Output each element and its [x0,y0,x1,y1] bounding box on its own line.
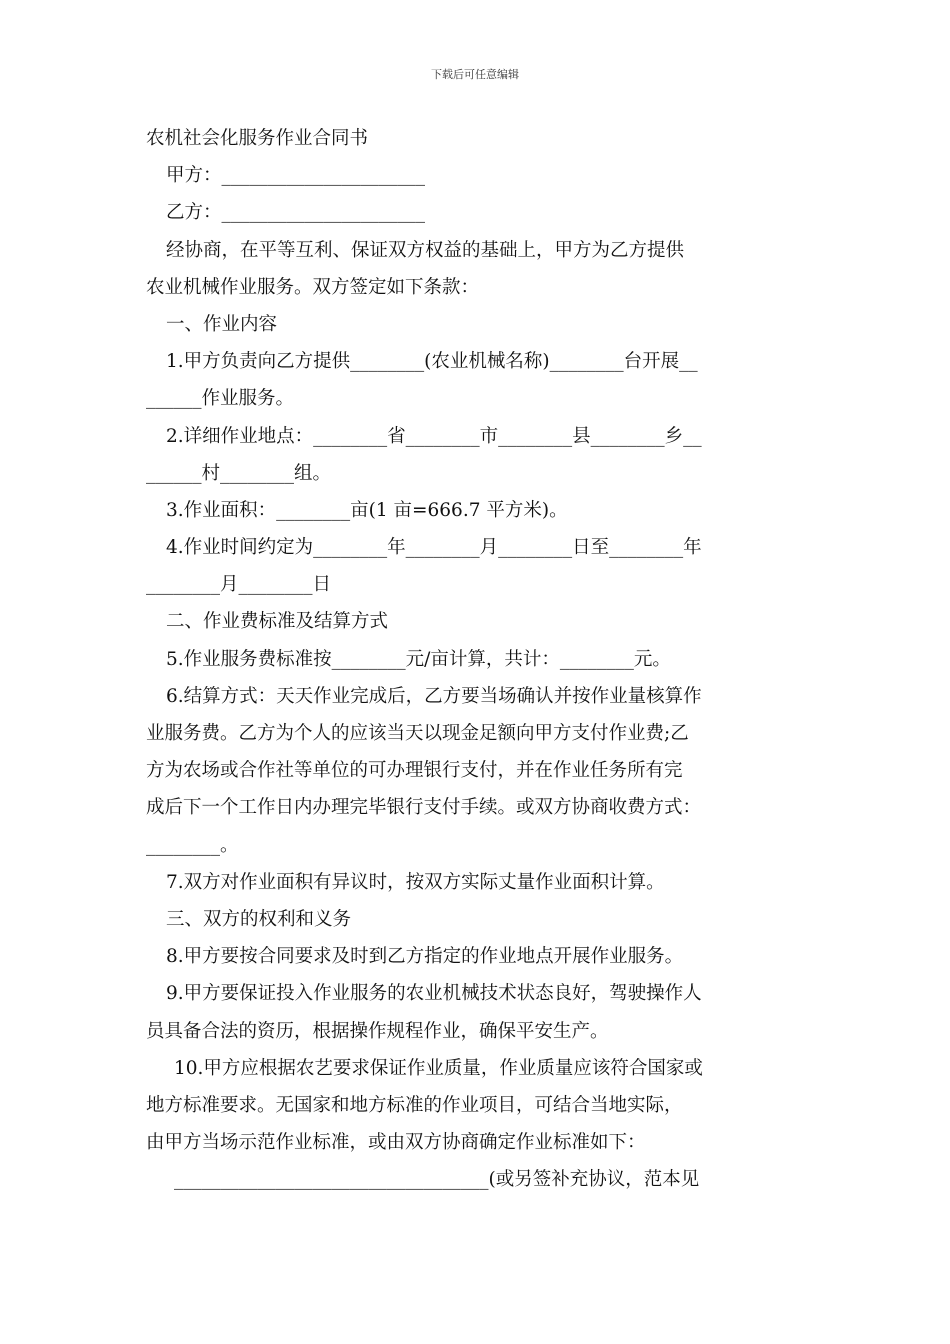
paragraph-line: 由甲方当场示范作业标准，或由双方协商确定作业标准如下： [146,1132,646,1154]
contract-body [146,120,810,1198]
party-a-line: 甲方：______________________ [166,165,426,187]
paragraph-line: ______作业服务。 [146,388,295,410]
contract-title: 农机社会化服务作业合同书 [146,128,369,149]
paragraph-line: 经协商，在平等互利、保证双方权益的基础上，甲方为乙方提供 [166,239,685,261]
paragraph-line: 2.详细作业地点：________省________市________县________乡__ [166,425,702,447]
paragraph-line: 地方标准要求。无国家和地方标准的作业项目，可结合当地实际， [146,1094,683,1116]
paragraph-line: 方为农场或合作社等单位的可办理银行支付，并在作业任务所有完 [146,760,683,782]
paragraph-line: ________。 [146,834,239,856]
paragraph-line: 10.甲方应根据农艺要求保证作业质量，作业质量应该符合国家或 [174,1057,703,1079]
paragraph-line: ________月________日 [146,574,332,596]
paragraph-line: 员具备合法的资历，根据操作规程作业，确保平安生产。 [146,1020,609,1042]
paragraph-line: ______村________组。 [146,462,332,484]
paragraph-line: 成后下一个工作日内办理完毕银行支付手续。或双方协商收费方式： [146,797,702,819]
paragraph-line: 8.甲方要按合同要求及时到乙方指定的作业地点开展作业服务。 [166,946,684,968]
section-heading: 二、作业费标准及结算方式 [166,611,389,633]
section-heading: 三、双方的权利和义务 [166,908,352,930]
paragraph-line: 9.甲方要保证投入作业服务的农业机械技术状态良好，驾驶操作人 [166,983,702,1005]
paragraph-line: 1.甲方负责向乙方提供________(农业机械名称)________台开展__ [166,351,698,373]
page-header: 下载后可任意编辑 [431,68,519,81]
section-heading: 一、作业内容 [166,313,278,335]
paragraph-line: 业服务费。乙方为个人的应该当天以现金足额向甲方支付作业费;乙 [146,723,689,744]
paragraph-line: 6.结算方式：天天作业完成后，乙方要当场确认并按作业量核算作 [166,685,702,707]
paragraph-line: 7.双方对作业面积有异议时，按双方实际丈量作业面积计算。 [166,871,665,893]
paragraph-line: 农业机械作业服务。双方签定如下条款： [146,276,480,298]
paragraph-line: 3.作业面积：________亩(1 亩=666.7 平方米)。 [166,499,568,521]
party-b-line: 乙方：______________________ [166,202,426,224]
paragraph-line: __________________________________(或另签补充协议，范本见 [174,1169,700,1191]
paragraph-line: 4.作业时间约定为________年________月________日至________年 [166,537,702,559]
paragraph-line: 5.作业服务费标准按________元/亩计算，共计：________元。 [166,648,671,670]
